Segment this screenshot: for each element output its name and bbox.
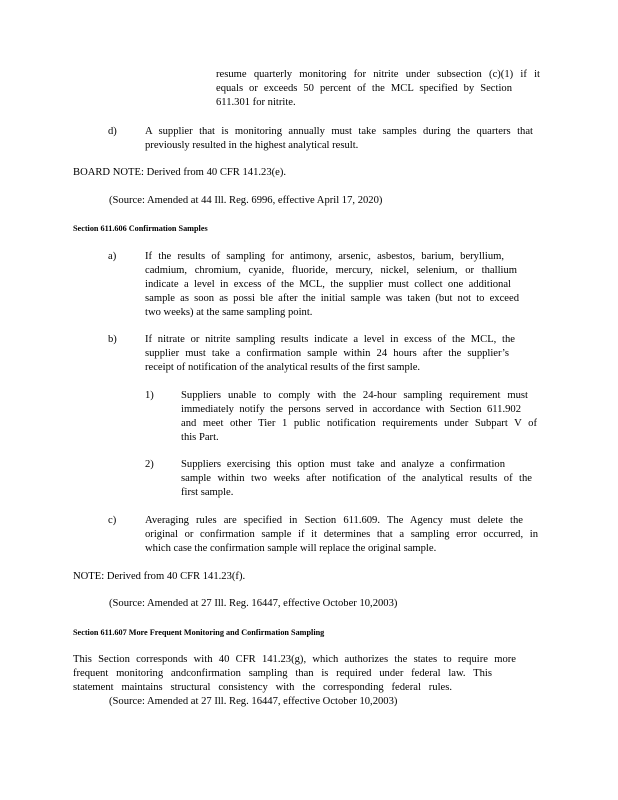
text-line: previously resulted in the highest analytical result. bbox=[145, 140, 359, 151]
board-note: BOARD NOTE: Derived from 40 CFR 141.23(e). bbox=[73, 167, 287, 178]
subitem-label: 1) bbox=[145, 390, 154, 401]
text-line: supplier must take a confirmation sample within 24 hours after the supplier’s bbox=[145, 348, 509, 359]
item-label: b) bbox=[108, 334, 117, 345]
item-label: c) bbox=[108, 515, 117, 526]
section-heading: Section 611.606 Confirmation Samples bbox=[73, 224, 208, 233]
text-line: cadmium, chromium, cyanide, fluoride, mercury, nickel, selenium, or thallium bbox=[145, 265, 517, 276]
text-line: receipt of notification of the analytical results of the first sample. bbox=[145, 362, 421, 373]
text-line: Averaging rules are specified in Section 611.609. The Agency must delete the bbox=[145, 515, 523, 526]
text-line: Suppliers exercising this option must take and analyze a confirmation bbox=[181, 459, 505, 470]
text-line: first sample. bbox=[181, 487, 234, 498]
text-line: sample as soon as possi ble after the initial sample was taken (but not to exceed bbox=[145, 293, 519, 304]
source-note: (Source: Amended at 27 Ill. Reg. 16447, effective October 10,2003) bbox=[109, 696, 398, 707]
source-note: (Source: Amended at 27 Ill. Reg. 16447, effective October 10,2003) bbox=[109, 598, 398, 609]
item-label: a) bbox=[108, 251, 117, 262]
text-line: immediately notify the persons served in accordance with Section 611.902 bbox=[181, 404, 521, 415]
text-line: A supplier that is monitoring annually must take samples during the quarters that bbox=[145, 126, 533, 137]
text-line: resume quarterly monitoring for nitrite under subsection (c)(1) if it bbox=[216, 69, 540, 80]
text-line: original or confirmation sample if it determines that a sampling error occurred, in bbox=[145, 529, 538, 540]
text-line: this Part. bbox=[181, 432, 219, 443]
text-line: indicate a level in excess of the MCL, the supplier must collect one additional bbox=[145, 279, 511, 290]
text-line: and meet other Tier 1 public notification requirements under Subpart V of bbox=[181, 418, 537, 429]
text-line: frequent monitoring andconfirmation sampling than is required under federal law. This bbox=[73, 668, 492, 679]
text-line: sample within two weeks after notification of the analytical results of the bbox=[181, 473, 532, 484]
text-line: equals or exceeds 50 percent of the MCL specified by Section bbox=[216, 83, 512, 94]
text-line: Suppliers unable to comply with the 24-hour sampling requirement must bbox=[181, 390, 528, 401]
source-note: (Source: Amended at 44 Ill. Reg. 6996, effective April 17, 2020) bbox=[109, 195, 383, 206]
section-heading: Section 611.607 More Frequent Monitoring and Confirmation Sampling bbox=[73, 628, 325, 637]
item-label: d) bbox=[108, 126, 117, 137]
board-note: NOTE: Derived from 40 CFR 141.23(f). bbox=[73, 571, 246, 582]
text-line: This Section corresponds with 40 CFR 141.23(g), which authorizes the states to require more bbox=[73, 654, 516, 665]
subitem-label: 2) bbox=[145, 459, 154, 470]
text-line: two weeks) at the same sampling point. bbox=[145, 307, 313, 318]
text-line: which case the confirmation sample will replace the original sample. bbox=[145, 543, 437, 554]
text-line: statement maintains structural consistency with the corresponding federal rules. bbox=[73, 682, 452, 693]
text-line: 611.301 for nitrite. bbox=[216, 97, 296, 108]
text-line: If the results of sampling for antimony, arsenic, asbestos, barium, beryllium, bbox=[145, 251, 504, 262]
text-line: If nitrate or nitrite sampling results indicate a level in excess of the MCL, the bbox=[145, 334, 515, 345]
